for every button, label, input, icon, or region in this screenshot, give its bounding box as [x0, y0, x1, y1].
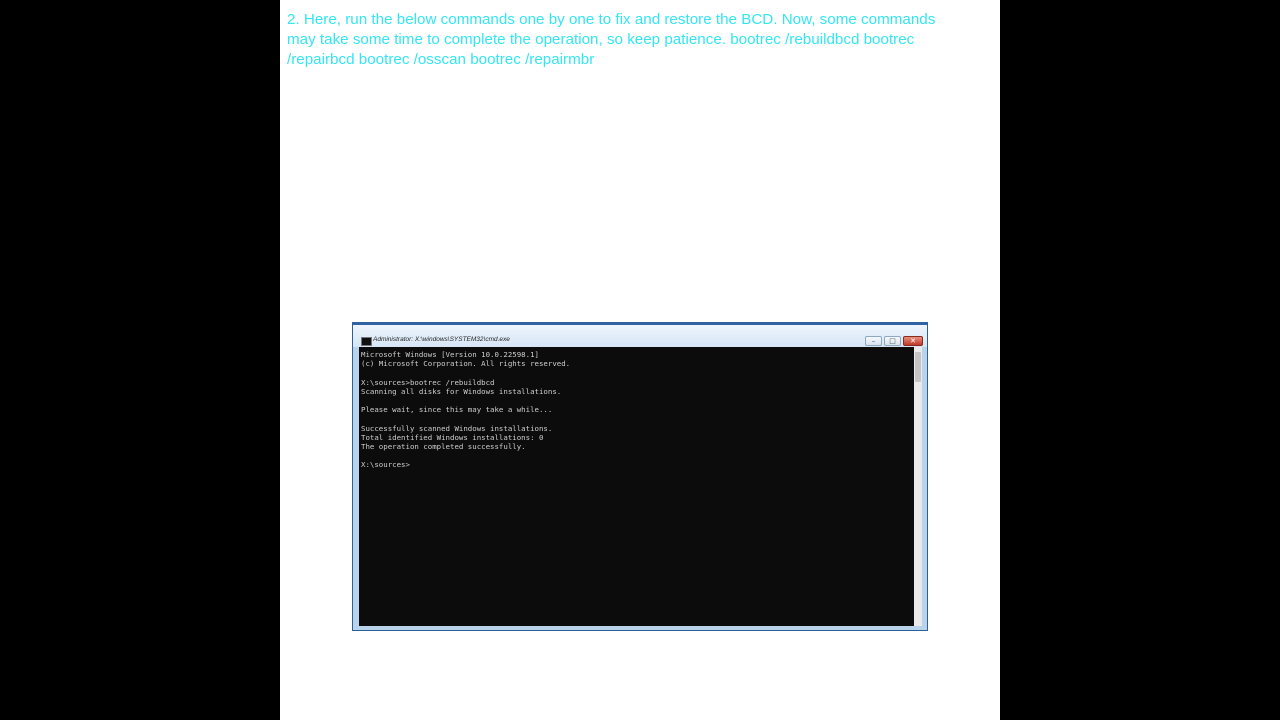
console-text — [359, 347, 914, 470]
console-line: X:\sources>bootrec /rebuildbcd — [361, 377, 495, 387]
window-titlebar — [353, 325, 927, 347]
close-icon[interactable]: ✕ — [903, 336, 923, 346]
console-line: Scanning all disks for Windows installations. — [361, 386, 562, 396]
console-line: Please wait, since this may take a while... — [361, 405, 553, 415]
console-line: Total identified Windows installations: 0 — [361, 432, 544, 442]
console-line: X:\sources> — [361, 460, 410, 470]
instruction-text: 2. Here, run the below commands one by one to fix and restore the BCD. Now, some commands may take some time to complete the operation, so keep patience. bootrec /rebuildbcd bootrec /repairbcd bootrec /osscan bootrec /repairmbr — [287, 11, 936, 68]
console-output[interactable] — [359, 347, 914, 626]
article-page — [280, 0, 1000, 720]
cmd-icon — [361, 337, 372, 346]
console-line: Successfully scanned Windows installations. — [361, 423, 553, 433]
maximize-icon[interactable]: □ — [884, 336, 901, 346]
minimize-icon[interactable]: – — [865, 336, 882, 346]
console-line: Microsoft Windows [Version 10.0.22598.1] — [361, 350, 539, 359]
window-title: Administrator: X:\windows\SYSTEM32\cmd.exe — [373, 336, 510, 343]
console-line: The operation completed successfully. — [361, 442, 526, 452]
console-line: (c) Microsoft Corporation. All rights reserved. — [361, 359, 571, 369]
command-prompt-window — [352, 322, 928, 631]
vertical-scrollbar[interactable] — [914, 347, 922, 626]
scrollbar-thumb[interactable] — [915, 352, 921, 382]
